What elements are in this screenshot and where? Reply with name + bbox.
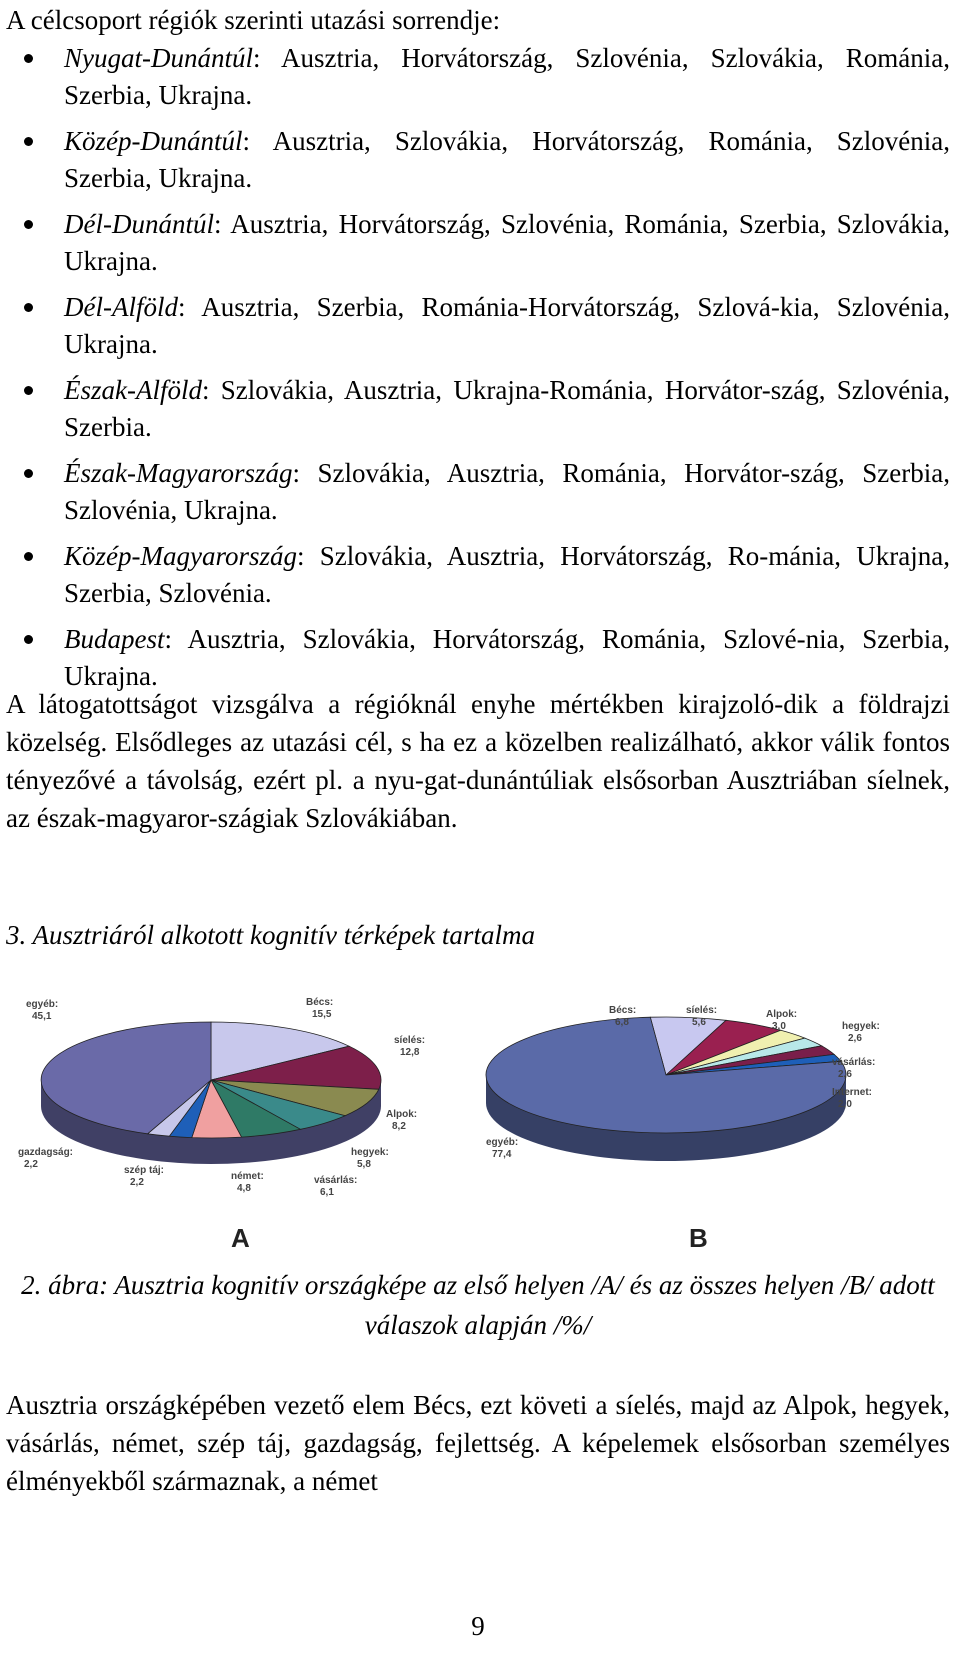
pie-chart-B <box>486 1005 880 1253</box>
list-item <box>6 40 950 114</box>
region-name: Észak-Alföld <box>64 375 202 405</box>
region-name: Budapest <box>64 624 165 654</box>
region-countries: : Szlovákia, Ausztria, Románia, Horvátor-szág, Szerbia, Szlovénia, Ukrajna. <box>64 458 950 525</box>
region-countries: : Ausztria, Szlovákia, Horvátország, Románia, Szlové-nia, Szerbia, Ukrajna. <box>64 624 950 691</box>
bullet-icon <box>24 635 33 644</box>
page-number: 9 <box>471 1611 485 1641</box>
region-countries: : Ausztria, Szlovákia, Horvátország, Románia, Szlovénia, Szerbia, Ukrajna. <box>64 126 950 193</box>
intro-line: A célcsoport régiók szerinti utazási sorrendje: <box>6 5 501 35</box>
bullet-icon <box>24 137 33 146</box>
panel-letter: B <box>689 1223 708 1253</box>
region-name: Közép-Dunántúl <box>64 126 243 156</box>
region-countries: : Ausztria, Horvátország, Szlovénia, Szlovákia, Románia, Szerbia, Ukrajna. <box>64 43 950 110</box>
bullet-icon <box>24 386 33 395</box>
slice-label: hegyek: 5,8 <box>351 1147 389 1170</box>
list-item <box>6 372 950 446</box>
region-countries: : Ausztria, Horvátország, Szlovénia, Románia, Szerbia, Szlovákia, Ukrajna. <box>64 209 950 276</box>
slice-label: síelés: 5,6 <box>686 1005 718 1028</box>
slice-label: Bécs: 6,8 <box>609 1005 637 1028</box>
list-item <box>6 538 950 612</box>
bullet-icon <box>24 469 33 478</box>
panel-letter: A <box>231 1223 250 1253</box>
list-item <box>6 206 950 280</box>
region-countries: : Ausztria, Szerbia, Románia-Horvátország, Szlová-kia, Szlovénia, Ukrajna. <box>64 292 950 359</box>
region-countries: : Szlovákia, Ausztria, Ukrajna-Románia, Horvátor-szág, Szlovénia, Szerbia. <box>64 375 950 442</box>
list-item <box>6 621 950 695</box>
pie-chart-A <box>18 997 425 1253</box>
paragraph-country-image: Ausztria országképében vezető elem Bécs, ezt követi a síelés, majd az Alpok, hegyek, vásárlás, német, szép táj, gazdagság, fejlettség. A képelemek elsősorban személyes élményekből származnak, a német <box>6 1390 950 1496</box>
slice-label: gazdagság: 2,2 <box>18 1147 74 1170</box>
list-item <box>6 123 950 197</box>
figure-caption: 2. ábra: Ausztria kognitív országképe az első helyen /A/ és az összes helyen /B/ adott válaszok alapján /%/ <box>21 1270 935 1340</box>
region-name: Nyugat-Dunántúl <box>64 43 253 73</box>
bullet-icon <box>24 303 33 312</box>
slice-label: egyéb: 45,1 <box>26 999 59 1022</box>
slice-label: egyéb: 77,4 <box>486 1137 519 1160</box>
region-name: Dél-Dunántúl <box>64 209 214 239</box>
slice-label: Internet: 2,0 <box>832 1087 872 1110</box>
bullet-icon <box>24 220 33 229</box>
slice-label: síelés: 12,8 <box>394 1035 426 1058</box>
bullet-icon <box>24 552 33 561</box>
region-list <box>6 40 950 704</box>
slice-label: szép táj: 2,2 <box>124 1165 165 1188</box>
region-countries: : Szlovákia, Ausztria, Horvátország, Ro-mánia, Ukrajna, Szerbia, Szlovénia. <box>64 541 950 608</box>
paragraph-proximity: A látogatottságot vizsgálva a régióknál enyhe mértékben kirajzoló-dik a földrajzi közelség. Elsődleges az utazási cél, s ha ez a közelben realizálható, akkor válik fontos tényezővé a távolság, ezért pl. a nyu-gat-dunántúliak elsősorban Ausztriában síelnek, az észak-magyaror-szágiak Szlovákiában. <box>6 689 950 833</box>
slice-label: német: 4,8 <box>231 1171 264 1194</box>
slice-label: Alpok: 8,2 <box>386 1109 418 1132</box>
slice-label: vásárlás: 2,6 <box>832 1057 876 1080</box>
list-item <box>6 455 950 529</box>
region-name: Közép-Magyarország <box>64 541 297 571</box>
slice-label: vásárlás: 6,1 <box>314 1175 358 1198</box>
region-name: Dél-Alföld <box>64 292 178 322</box>
list-item <box>6 289 950 363</box>
section-title: 3. Ausztriáról alkotott kognitív térképek tartalma <box>6 920 535 950</box>
bullet-icon <box>24 54 33 63</box>
slice-label: hegyek: 2,6 <box>842 1021 880 1044</box>
pie-charts-figure <box>6 985 950 1255</box>
slice-label: Bécs: 15,5 <box>306 997 334 1020</box>
slice-label: Alpok: 3,0 <box>766 1009 798 1032</box>
region-name: Észak-Magyarország <box>64 458 293 488</box>
